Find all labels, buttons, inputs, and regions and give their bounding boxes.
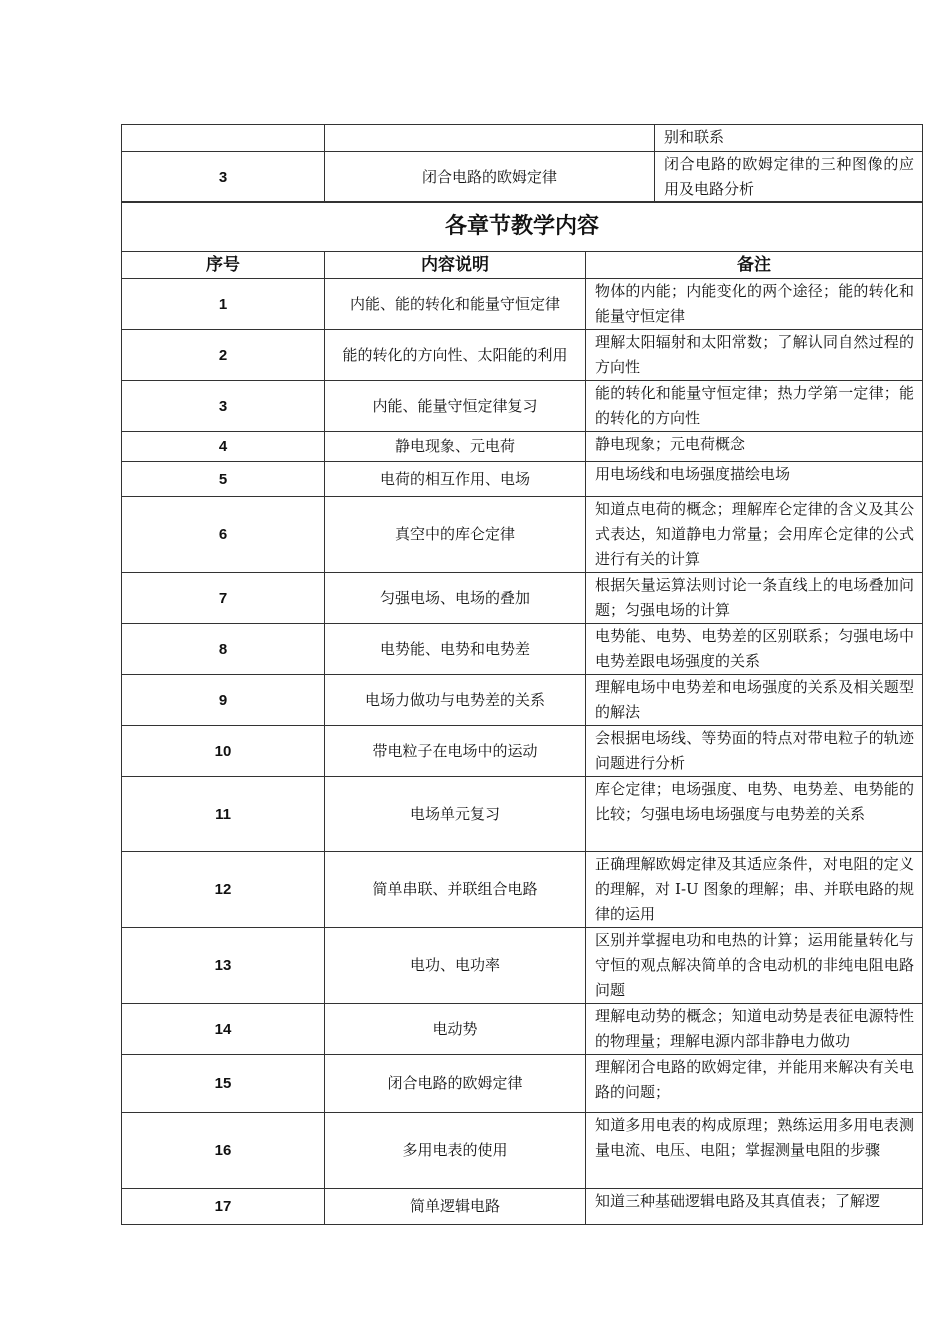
row-number: 1 (122, 279, 325, 330)
row-number: 13 (122, 928, 325, 1004)
row-number: 17 (122, 1189, 325, 1225)
row-number: 3 (122, 381, 325, 432)
header-num: 序号 (122, 252, 325, 279)
row-note: 知道点电荷的概念；理解库仑定律的含义及其公式表达，知道静电力常量；会用库仑定律的公式进行有关的计算 (586, 497, 923, 573)
row-content: 静电现象、元电荷 (325, 432, 586, 462)
row-note: 根据矢量运算法则讨论一条直线上的电场叠加问题；匀强电场的计算 (586, 573, 923, 624)
row-note: 理解太阳辐射和太阳常数；了解认同自然过程的方向性 (586, 330, 923, 381)
row-content: 闭合电路的欧姆定律 (325, 152, 655, 203)
continued-table (121, 124, 923, 203)
row-content (325, 125, 655, 152)
header-content: 内容说明 (325, 252, 586, 279)
row-number: 9 (122, 675, 325, 726)
row-number: 8 (122, 624, 325, 675)
table-row (122, 1004, 923, 1055)
table-row (122, 726, 923, 777)
row-content: 电荷的相互作用、电场 (325, 462, 586, 497)
row-content: 电功、电功率 (325, 928, 586, 1004)
row-content: 带电粒子在电场中的运动 (325, 726, 586, 777)
table-row (122, 573, 923, 624)
row-note: 用电场线和电场强度描绘电场 (586, 462, 923, 497)
section-title-row (122, 202, 923, 252)
header-row (122, 252, 923, 279)
row-note: 理解电动势的概念；知道电动势是表征电源特性的物理量；理解电源内部非静电力做功 (586, 1004, 923, 1055)
row-number: 11 (122, 777, 325, 852)
row-note: 理解闭合电路的欧姆定律，并能用来解决有关电路的问题； (586, 1055, 923, 1113)
row-number: 12 (122, 852, 325, 928)
row-content: 电场力做功与电势差的关系 (325, 675, 586, 726)
row-number: 5 (122, 462, 325, 497)
row-content: 电势能、电势和电势差 (325, 624, 586, 675)
row-note: 会根据电场线、等势面的特点对带电粒子的轨迹问题进行分析 (586, 726, 923, 777)
table-row (122, 928, 923, 1004)
table-row (122, 125, 923, 152)
table-row (122, 777, 923, 852)
row-content: 真空中的库仑定律 (325, 497, 586, 573)
row-number: 3 (122, 152, 325, 203)
table-row (122, 497, 923, 573)
row-note: 知道多用电表的构成原理；熟练运用多用电表测量电流、电压、电阻；掌握测量电阻的步骤 (586, 1113, 923, 1189)
table-row (122, 462, 923, 497)
table-row (122, 279, 923, 330)
table-row (122, 152, 923, 203)
row-content: 内能、能的转化和能量守恒定律 (325, 279, 586, 330)
row-note: 库仑定律；电场强度、电势、电势差、电势能的比较；匀强电场电场强度与电势差的关系 (586, 777, 923, 852)
row-content: 电场单元复习 (325, 777, 586, 852)
row-content: 内能、能量守恒定律复习 (325, 381, 586, 432)
header-note: 备注 (586, 252, 923, 279)
row-content: 电动势 (325, 1004, 586, 1055)
row-note: 物体的内能；内能变化的两个途径；能的转化和能量守恒定律 (586, 279, 923, 330)
row-note: 知道三种基础逻辑电路及其真值表；了解逻 (586, 1189, 923, 1225)
row-number: 15 (122, 1055, 325, 1113)
row-number: 16 (122, 1113, 325, 1189)
table-row (122, 432, 923, 462)
row-note: 静电现象；元电荷概念 (586, 432, 923, 462)
row-number: 10 (122, 726, 325, 777)
row-number: 7 (122, 573, 325, 624)
teaching-content-table (121, 201, 923, 1225)
row-number: 14 (122, 1004, 325, 1055)
row-note: 正确理解欧姆定律及其适应条件，对电阻的定义的理解，对 I-U 图象的理解；串、并联电路的规律的运用 (586, 852, 923, 928)
row-content: 多用电表的使用 (325, 1113, 586, 1189)
row-note: 理解电场中电势差和电场强度的关系及相关题型的解法 (586, 675, 923, 726)
table-row (122, 1055, 923, 1113)
table-row (122, 1113, 923, 1189)
row-note: 闭合电路的欧姆定律的三种图像的应用及电路分析 (655, 152, 923, 203)
row-number: 2 (122, 330, 325, 381)
table-row (122, 675, 923, 726)
section-title: 各章节教学内容 (122, 202, 923, 252)
table-row (122, 381, 923, 432)
row-note: 电势能、电势、电势差的区别联系；匀强电场中电势差跟电场强度的关系 (586, 624, 923, 675)
table-row (122, 1189, 923, 1225)
row-note: 区别并掌握电功和电热的计算；运用能量转化与守恒的观点解决简单的含电动机的非纯电阻电路问题 (586, 928, 923, 1004)
table-row (122, 330, 923, 381)
row-content: 简单串联、并联组合电路 (325, 852, 586, 928)
row-content: 匀强电场、电场的叠加 (325, 573, 586, 624)
row-content: 能的转化的方向性、太阳能的利用 (325, 330, 586, 381)
row-number: 4 (122, 432, 325, 462)
row-number (122, 125, 325, 152)
table-row (122, 852, 923, 928)
row-note: 能的转化和能量守恒定律；热力学第一定律；能的转化的方向性 (586, 381, 923, 432)
row-number: 6 (122, 497, 325, 573)
row-content: 简单逻辑电路 (325, 1189, 586, 1225)
table-row (122, 624, 923, 675)
row-note: 别和联系 (655, 125, 923, 152)
row-content: 闭合电路的欧姆定律 (325, 1055, 586, 1113)
